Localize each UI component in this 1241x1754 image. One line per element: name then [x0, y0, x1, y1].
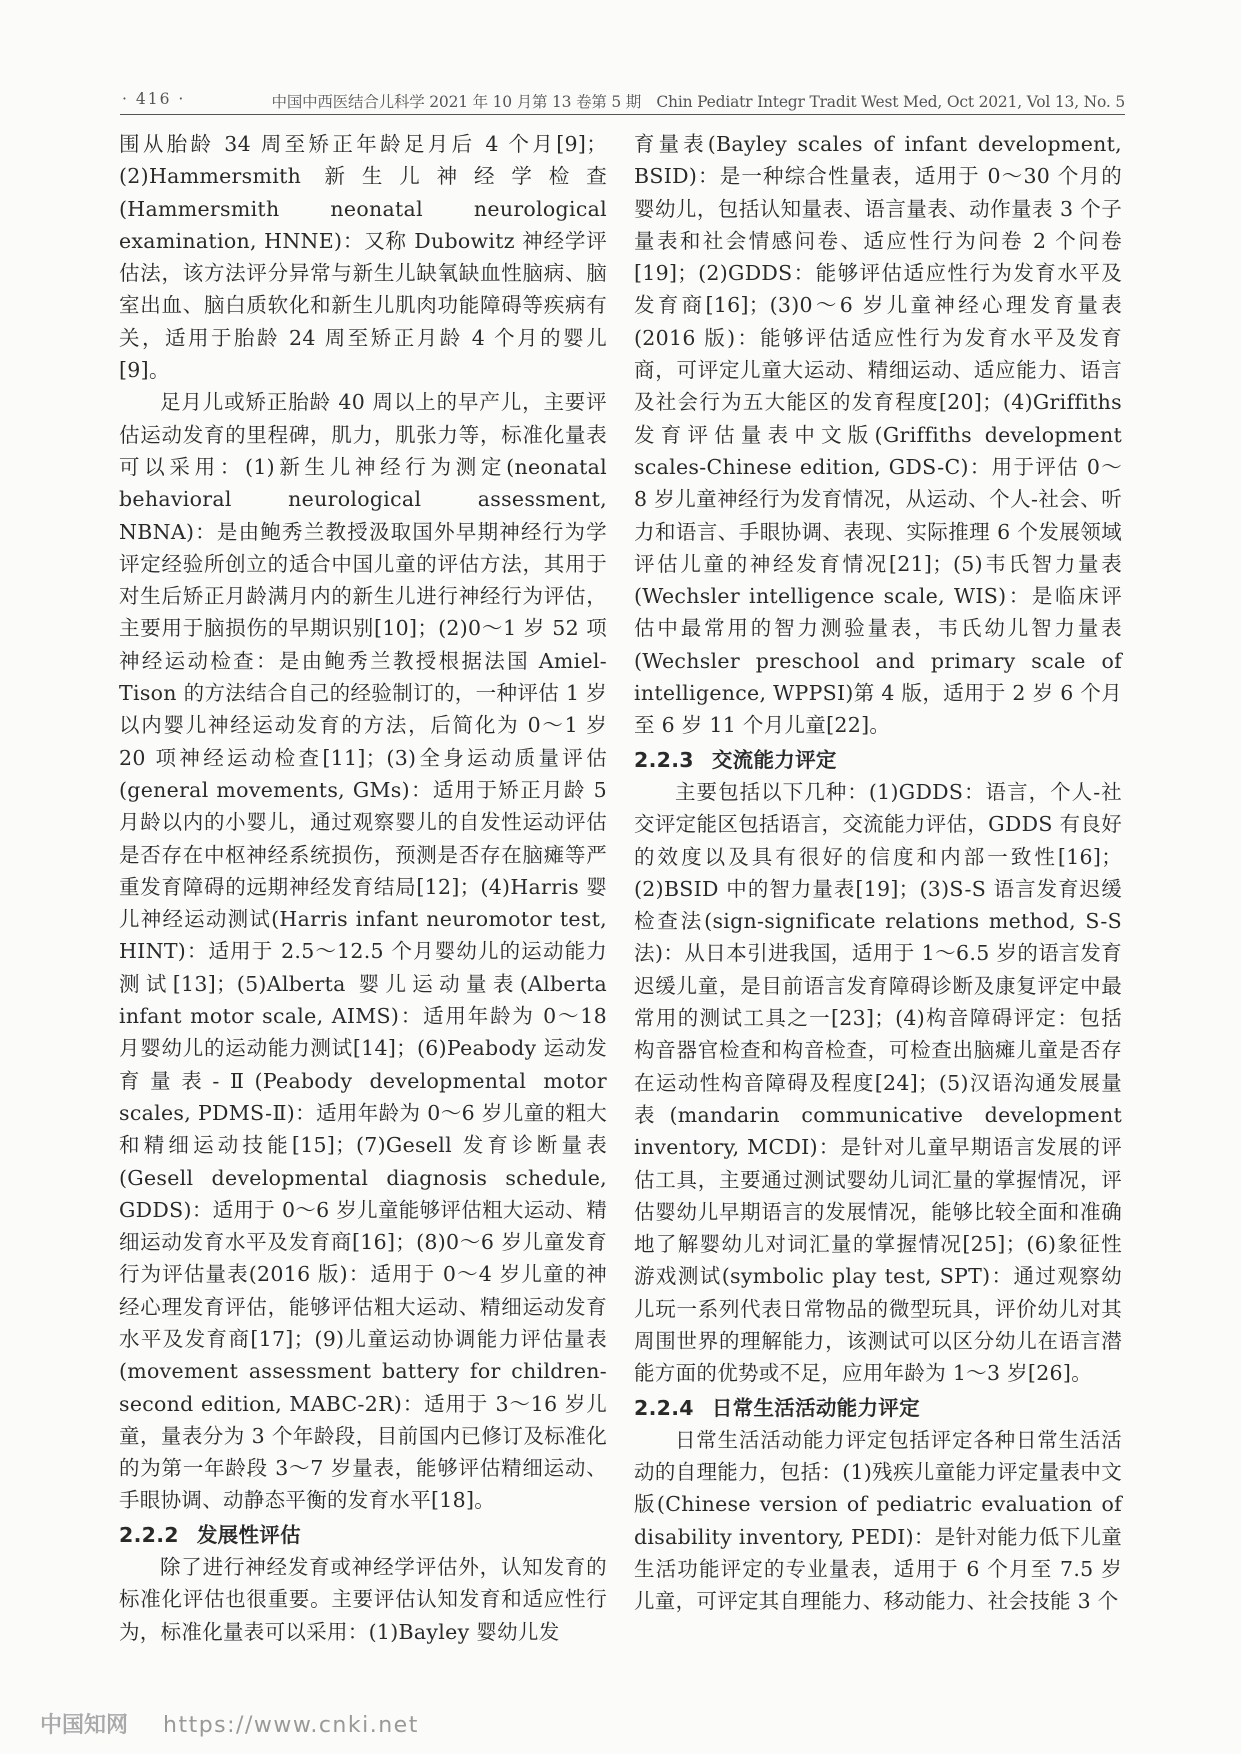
section-title: 日常生活活动能力评定 — [711, 1395, 920, 1420]
right-column — [634, 128, 1122, 1618]
section-heading-2-2-2 — [119, 1519, 607, 1551]
section-number: 2.2.4 — [634, 1395, 694, 1420]
section-number: 2.2.2 — [119, 1522, 179, 1547]
running-header — [120, 86, 1125, 115]
left-paragraph-3: 除了进行神经发育或神经学评估外，认知发育的标准化评估也很重要。主要评估认知发育和适应性行为，标准化量表可以采用：(1)Bayley 婴幼儿发 — [119, 1555, 607, 1644]
source-url: https://www.cnki.net — [163, 1713, 419, 1738]
journal-citation: 中国中西医结合儿科学 2021 年 10 月第 13 卷第 5 期 Chin Pediatr Integr Tradit West Med, Oct 2021, Vol 13, No. 5 — [271, 93, 1125, 111]
left-paragraph-2: 足月儿或矫正胎龄 40 周以上的早产儿，主要评估运动发育的里程碑，肌力，肌张力等，标准化量表可以采用：(1)新生儿神经行为测定(neonatal behavioral neurological assessment, NBNA)：是由鲍秀兰教授汲取国外早期神经行为学评定经验所创立的适合中国儿童的评估方法，其用于对生后矫正月龄满月内的新生儿进行神经行为评估，主要用于脑损伤的早期识别[10]；(2)0～1 岁 52 项神经运动检查：是由鲍秀兰教授根据法国 Amiel-Tison 的方法结合自己的经验制订的，一种评估 1 岁以内婴儿神经运动发育的方法，后简化为 0～1 岁 20 项神经运动检查[11]；(3)全身运动质量评估(general movements, GMs)：适用于矫正月龄 5 月龄以内的小婴儿，通过观察婴儿的自发性运动评估是否存在中枢神经系统损伤，预测是否存在脑瘫等严重发育障碍的远期神经发育结局[12]；(4)Harris 婴儿神经运动测试(Harris infant neuromotor test, HINT)：适用于 2.5～12.5 个月婴幼儿的运动能力测试[13]；(5)Alberta 婴儿运动量表(Alberta infant motor scale, AIMS)：适用年龄为 0～18 月婴幼儿的运动能力测试[14]；(6)Peabody 运动发育量表-Ⅱ(Peabody developmental motor scales, PDMS-Ⅱ)：适用年龄为 0～6 岁儿童的粗大和精细运动技能[15]；(7)Gesell 发育诊断量表(Gesell developmental diagnosis schedule, GDDS)：适用于 0～6 岁儿童能够评估粗大运动、精细运动发育水平及发育商[16]；(8)0～6 岁儿童发育行为评估量表(2016 版)：适用于 0～4 岁儿童的神经心理发育评估，能够评估粗大运动、精细运动发育水平及发育商[17]；(9)儿童运动协调能力评估量表(movement assessment battery for children-second edition, MABC-2R)：适用于 3～16 岁儿童，量表分为 3 个年龄段，目前国内已修订及标准化的为第一年龄段 3～7 岁量表，能够评估精细运动、手眼协调、动静态平衡的发育水平[18]。 — [119, 390, 607, 1513]
section-heading-2-2-3 — [634, 744, 1122, 776]
section-number: 2.2.3 — [634, 747, 694, 772]
right-paragraph-3: 日常生活活动能力评定包括评定各种日常生活活动的自理能力，包括：(1)残疾儿童能力评定量表中文版(Chinese version of pediatric evaluation of disability inventory, PEDI)：是针对能力低下儿童生活功能评定的专业量表，适用于 6 个月至 7.5 岁儿童，可评定其自理能力、移动能力、社会技能 3 个 — [634, 1427, 1122, 1614]
right-paragraph-1: 育量表(Bayley scales of infant development, BSID)：是一种综合性量表，适用于 0～30 个月的婴幼儿，包括认知量表、语言量表、动作量表 3 个子量表和社会情感问卷、适应性行为问卷 2 个问卷[19]；(2)GDDS：能够评估适应性行为发育水平及发育商[16]；(3)0～6 岁儿童神经心理发育量表(2016 版)：能够评估适应性行为发育水平及发育商，可评定儿童大运动、精细运动、适应能力、语言及社会行为五大能区的发育程度[20]；(4)Griffiths 发育评估量表中文版(Griffiths development scales-Chinese edition, GDS-C)：用于评估 0～8 岁儿童神经行为发育情况，从运动、个人-社会、听力和语言、手眼协调、表现、实际推理 6 个发展领域评估儿童的神经发育情况[21]；(5)韦氏智力量表(Wechsler intelligence scale, WIS)：是临床评估中最常用的智力测验量表，韦氏幼儿智力量表(Wechsler preschool and primary scale of intelligence, WPPSI)第 4 版，适用于 2 岁 6 个月至 6 岁 11 个月儿童[22]。 — [634, 132, 1122, 738]
cnki-logo: 中国知网 — [40, 1713, 129, 1738]
left-column — [119, 128, 607, 1648]
section-heading-2-2-4 — [634, 1392, 1122, 1424]
left-paragraph-1: 围从胎龄 34 周至矫正年龄足月后 4 个月[9]；(2)Hammersmith 新生儿神经学检查(Hammersmith neonatal neurological examination, HNNE)：又称 Dubowitz 神经学评估法，该方法评分异常与新生儿缺氧缺血性脑病、脑室出血、脑白质软化和新生儿肌肉功能障碍等疾病有关，适用于胎龄 24 周至矫正月龄 4 个月的婴儿[9]。 — [119, 132, 607, 383]
watermark-footer — [40, 1708, 419, 1739]
right-paragraph-2: 主要包括以下几种：(1)GDDS：语言，个人-社交评定能区包括语言，交流能力评估，GDDS 有良好的效度以及具有很好的信度和内部一致性[16]；(2)BSID 中的智力量表[19]；(3)S-S 语言发育迟缓检查法(sign-significate relations method, S-S 法)：从日本引进我国，适用于 1～6.5 岁的语言发育迟缓儿童，是目前语言发育障碍诊断及康复评定中最常用的测试工具之一[23]；(4)构音障碍评定：包括构音器官检查和构音检查，可检查出脑瘫儿童是否存在运动性构音障碍及程度[24]；(5)汉语沟通发展量表(mandarin communicative development inventory, MCDI)：是针对儿童早期语言发展的评估工具，主要通过测试婴幼儿词汇量的掌握情况，评估婴幼儿早期语言的发展情况，能够比较全面和准确地了解婴幼儿对词汇量的掌握情况[25]；(6)象征性游戏测试(symbolic play test, SPT)：通过观察幼儿玩一系列代表日常物品的微型玩具，评价幼儿对其周围世界的理解能力，该测试可以区分幼儿在语言潜能方面的优势或不足，应用年龄为 1～3 岁[26]。 — [634, 779, 1122, 1386]
section-title: 发展性评估 — [196, 1522, 301, 1547]
page-number: · 416 · — [122, 90, 186, 108]
section-title: 交流能力评定 — [711, 747, 837, 772]
